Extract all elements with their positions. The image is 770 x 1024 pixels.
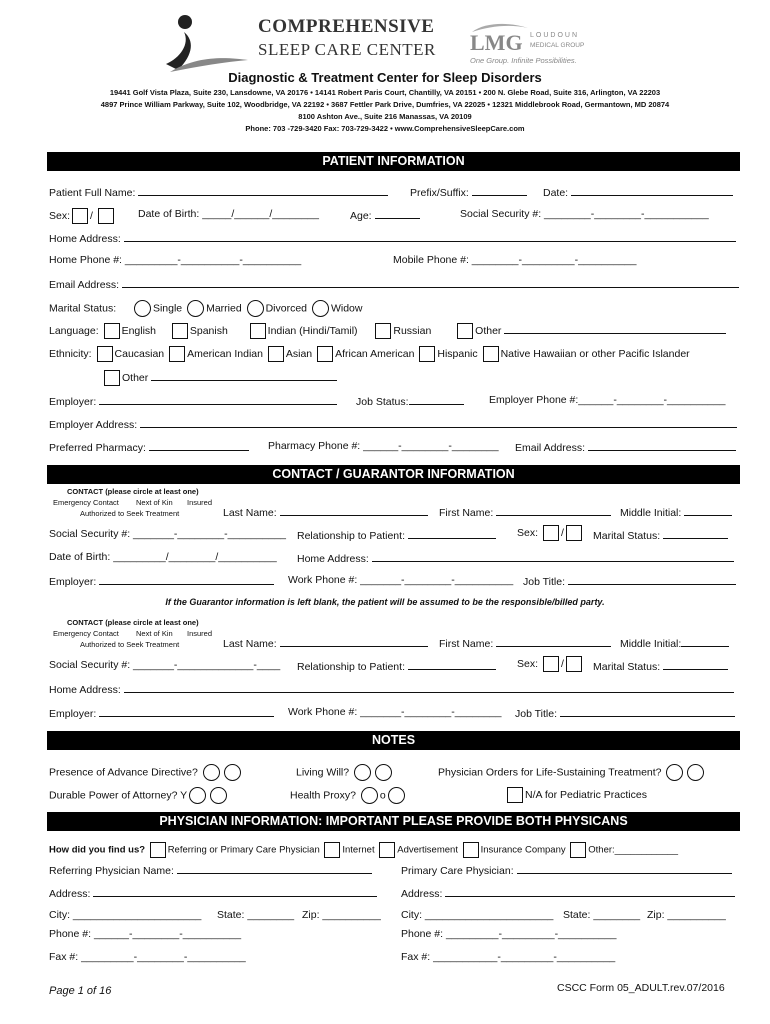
contact2-job-title-field[interactable] — [515, 706, 735, 720]
employer-address-label: Employer Address: — [49, 419, 138, 431]
eth-asian-checkbox[interactable] — [268, 346, 284, 362]
contact1-sex-slash: / — [560, 526, 564, 539]
contact2-circle-note: CONTACT (please circle at least one) — [67, 618, 199, 627]
marital-divorced-label: Divorced — [265, 302, 308, 315]
date-label: Date: — [543, 187, 569, 199]
contact2-home-address-field[interactable] — [49, 682, 734, 696]
contact1-marital-field[interactable] — [593, 528, 728, 542]
ethnicity-other-group — [102, 370, 337, 386]
contact2-middle-label: Middle Initial: — [620, 638, 682, 650]
phone-line: Phone: 703 -729-3420 Fax: 703-729-3422 • www.ComprehensiveSleepCare.com — [245, 124, 525, 133]
email-label: Email Address: — [49, 279, 120, 291]
marital-status-group — [49, 300, 362, 317]
contact2-opt-emergency[interactable]: Emergency Contact — [53, 629, 119, 638]
contact2-middle-field[interactable] — [620, 636, 729, 650]
ethnicity-group — [49, 346, 690, 362]
lang-other-label: Other — [475, 325, 502, 337]
dpoa-yes-radio[interactable] — [189, 787, 206, 804]
contact2-sex-slash: / — [560, 657, 564, 670]
contact2-marital-label: Marital Status: — [593, 661, 661, 673]
contact1-last-name-field[interactable] — [223, 505, 428, 519]
contact2-first-name-field[interactable] — [439, 636, 611, 650]
contact1-job-title-label: Job Title: — [523, 576, 566, 588]
contact2-employer-label: Employer: — [49, 708, 97, 720]
contact1-middle-field[interactable] — [620, 505, 732, 519]
contact1-circle-note: CONTACT (please circle at least one) — [67, 487, 199, 496]
marital-married-label: Married — [206, 302, 242, 315]
eth-african-american-label: African American — [335, 347, 415, 360]
advance-yes-radio[interactable] — [203, 764, 220, 781]
dpoa-group — [49, 787, 229, 804]
physician-orders-label: Physician Orders for Life-Sustaining Treatment? — [438, 766, 662, 779]
proxy-label: Health Proxy? — [290, 789, 356, 802]
eth-african-american-checkbox[interactable] — [317, 346, 333, 362]
contact2-opt-kin[interactable]: Next of Kin — [136, 629, 173, 638]
contact1-opt-authorized[interactable]: Authorized to Seek Treatment — [80, 509, 180, 518]
pcp-city-field[interactable]: City: ______________________ — [401, 909, 554, 921]
eth-hawaiian-checkbox[interactable] — [483, 346, 499, 362]
ssn-field[interactable]: Social Security #: ________-________-___________ — [460, 208, 709, 220]
advance-directive-group — [49, 764, 243, 781]
contact2-sex-label: Sex: — [517, 657, 539, 670]
eth-other-label: Other — [122, 372, 149, 384]
living-no-radio[interactable] — [375, 764, 392, 781]
contact1-first-name-field[interactable] — [439, 505, 611, 519]
sex-field — [49, 208, 116, 224]
guarantor-note: If the Guarantor information is left blank, the patient will be assumed to be the responsible/billed party. — [165, 597, 605, 607]
contact1-opt-kin[interactable]: Next of Kin — [136, 498, 173, 507]
ref-address-label: Address: — [49, 888, 91, 900]
eth-caucasian-label: Caucasian — [114, 347, 165, 360]
na-pediatric-checkbox[interactable] — [507, 787, 523, 803]
contact2-relationship-label: Relationship to Patient: — [297, 661, 405, 673]
pcp-state-field[interactable]: State: ________ — [563, 909, 641, 921]
employer-phone-field[interactable]: Employer Phone #:______-________-__________ — [489, 394, 726, 406]
physician-orders-group — [438, 764, 706, 781]
logo-figure-icon — [160, 14, 250, 72]
ref-city-field[interactable]: City: ______________________ — [49, 909, 202, 921]
form-id: CSCC Form 05_ADULT.rev.07/2016 — [557, 982, 725, 994]
orders-no-radio[interactable] — [687, 764, 704, 781]
home-address-field[interactable] — [49, 231, 736, 245]
contact1-opt-insured[interactable]: Insured — [187, 498, 213, 507]
ethnicity-label: Ethnicity: — [49, 347, 92, 360]
lmg-sub1: LOUDOUN — [530, 32, 580, 39]
contact1-relationship-field[interactable] — [297, 528, 496, 542]
orders-yes-radio[interactable] — [666, 764, 683, 781]
eth-hispanic-checkbox[interactable] — [419, 346, 435, 362]
marital-married-radio[interactable] — [187, 300, 204, 317]
pcp-name-field[interactable] — [401, 863, 732, 877]
contact1-first-name-label: First Name: — [439, 507, 494, 519]
lmg-text: LMG — [470, 30, 523, 55]
sex-female-checkbox[interactable] — [98, 208, 114, 224]
contact2-work-phone-field[interactable]: Work Phone #: _______-________-________ — [288, 706, 502, 718]
pharmacy-email-label: Email Address: — [515, 442, 586, 454]
contact2-last-name-label: Last Name: — [223, 638, 277, 650]
marital-divorced-radio[interactable] — [247, 300, 264, 317]
proxy-o-text: o — [379, 789, 386, 802]
living-will-group — [296, 764, 394, 781]
contact1-employer-label: Employer: — [49, 576, 97, 588]
pharmacy-label: Preferred Pharmacy: — [49, 442, 146, 454]
found-internet-checkbox[interactable] — [324, 842, 340, 858]
contact1-job-title-field[interactable] — [523, 574, 736, 588]
dpoa-label: Durable Power of Attorney? — [49, 789, 178, 802]
marital-label: Marital Status: — [49, 302, 117, 315]
sex-label: Sex: — [49, 209, 71, 222]
home-address-label: Home Address: — [49, 233, 121, 245]
contact2-first-name-label: First Name: — [439, 638, 494, 650]
contact1-work-phone-field[interactable]: Work Phone #: _______-________-__________ — [288, 574, 514, 586]
marital-single-label: Single — [152, 302, 183, 315]
contact-heading: CONTACT / GUARANTOR INFORMATION — [47, 465, 740, 484]
found-ad-checkbox[interactable] — [379, 842, 395, 858]
ref-physician-name-label: Referring Physician Name: — [49, 865, 174, 877]
marital-widow-radio[interactable] — [312, 300, 329, 317]
pcp-phone-field[interactable]: Phone #: _________-_________-__________ — [401, 928, 617, 940]
eth-hawaiian-label: Native Hawaiian or other Pacific Islander — [500, 347, 690, 360]
lang-russian-label: Russian — [393, 325, 432, 337]
notes-heading: NOTES — [47, 731, 740, 750]
pcp-fax-field[interactable]: Fax #: ___________-_________-__________ — [401, 951, 616, 963]
pcp-zip-field[interactable]: Zip: __________ — [647, 909, 726, 921]
language-group — [49, 323, 726, 339]
lang-english-label: English — [121, 325, 157, 337]
lang-spanish-checkbox[interactable] — [172, 323, 188, 339]
lang-other-checkbox[interactable] — [457, 323, 473, 339]
marital-single-radio[interactable] — [134, 300, 151, 317]
lang-other-line[interactable] — [504, 323, 726, 334]
home-phone-field[interactable]: Home Phone #: _________-__________-__________ — [49, 254, 302, 266]
how-found-group — [49, 842, 678, 858]
patient-info-heading: PATIENT INFORMATION — [47, 152, 740, 171]
found-referring-label: Referring or Primary Care Physician — [167, 844, 320, 856]
ref-zip-field[interactable]: Zip: __________ — [302, 909, 381, 921]
contact2-relationship-field[interactable] — [297, 659, 496, 673]
contact2-employer-field[interactable] — [49, 706, 274, 720]
contact1-employer-field[interactable] — [49, 574, 274, 588]
ref-physician-name-field[interactable] — [49, 863, 372, 877]
contact1-sex-label: Sex: — [517, 526, 539, 539]
contact1-ssn-field[interactable]: Social Security #: _______-________-__________ — [49, 528, 287, 540]
found-referring-checkbox[interactable] — [150, 842, 166, 858]
contact2-sex-f-checkbox[interactable] — [566, 656, 582, 672]
email-field[interactable] — [49, 277, 739, 291]
contact2-opt-insured[interactable]: Insured — [187, 629, 213, 638]
pcp-address-label: Address: — [401, 888, 443, 900]
contact1-opt-emergency[interactable]: Emergency Contact — [53, 498, 119, 507]
employer-address-field[interactable] — [49, 417, 737, 431]
proxy-group — [290, 787, 407, 804]
marital-widow-label: Widow — [330, 302, 363, 315]
dob-field[interactable]: Date of Birth: _____/______/________ — [138, 208, 319, 220]
eth-asian-label: Asian — [285, 347, 313, 360]
page-number: Page 1 of 16 — [49, 985, 112, 997]
eth-american-indian-label: American Indian — [187, 347, 263, 360]
contact2-sex-m-checkbox[interactable] — [543, 656, 559, 672]
contact1-home-address-field[interactable] — [297, 551, 734, 565]
living-will-label: Living Will? — [296, 766, 350, 779]
job-status-label: Job Status: — [356, 396, 409, 408]
eth-other-checkbox[interactable] — [104, 370, 120, 386]
contact1-dob-field[interactable]: Date of Birth: _________/________/__________ — [49, 551, 277, 563]
pharmacy-field[interactable] — [49, 440, 249, 454]
lmg-sub2: MEDICAL GROUP — [530, 42, 585, 49]
prefix-field[interactable] — [410, 185, 527, 199]
living-yes-radio[interactable] — [354, 764, 371, 781]
sex-male-checkbox[interactable] — [72, 208, 88, 224]
ref-address-field[interactable] — [49, 886, 377, 900]
found-insurance-checkbox[interactable] — [463, 842, 479, 858]
lang-russian-checkbox[interactable] — [375, 323, 391, 339]
how-found-label: How did you find us? — [49, 844, 146, 856]
lmg-tagline: One Group. Infinite Possibilities. — [470, 56, 577, 65]
pharmacy-phone-field[interactable]: Pharmacy Phone #: ______-________-________ — [268, 440, 499, 452]
org-name-line2: SLEEP CARE CENTER — [258, 40, 436, 59]
ref-fax-field[interactable]: Fax #: _________-________-__________ — [49, 951, 246, 963]
age-label: Age: — [350, 210, 372, 222]
eth-caucasian-checkbox[interactable] — [97, 346, 113, 362]
lang-indian-checkbox[interactable] — [250, 323, 266, 339]
contact1-sex-m-checkbox[interactable] — [543, 525, 559, 541]
found-other-label: Other:____________ — [588, 844, 679, 856]
found-other-checkbox[interactable] — [570, 842, 586, 858]
address-line-3: 8100 Ashton Ave., Suite 216 Manassas, VA 20109 — [298, 112, 472, 121]
contact1-home-address-label: Home Address: — [297, 553, 369, 565]
contact2-home-address-label: Home Address: — [49, 684, 121, 696]
address-line-2: 4897 Prince William Parkway, Suite 102, Woodbridge, VA 22192 • 3687 Fettler Park Drive, Dumfries, VA 22025 • 12321 Middlebrook Road, Germantown, MD 20874 — [100, 100, 670, 109]
proxy-yes-radio[interactable] — [361, 787, 378, 804]
contact1-sex-f-checkbox[interactable] — [566, 525, 582, 541]
contact1-sex-field — [517, 525, 584, 541]
contact2-marital-field[interactable] — [593, 659, 728, 673]
contact2-sex-field — [517, 656, 584, 672]
employer-field[interactable] — [49, 394, 337, 408]
contact1-middle-label: Middle Initial: — [620, 507, 682, 519]
patient-name-label: Patient Full Name: — [49, 187, 136, 199]
na-pediatric-label: N/A for Pediatric Practices — [525, 788, 647, 801]
contact2-ssn-field[interactable]: Social Security #: _______-_____________-____ — [49, 659, 281, 671]
eth-other-line[interactable] — [151, 370, 337, 381]
eth-hispanic-label: Hispanic — [437, 347, 478, 360]
na-pediatric-group — [505, 787, 647, 803]
found-ad-label: Advertisement — [397, 844, 458, 856]
job-status-field[interactable] — [356, 394, 464, 408]
dpoa-no-radio[interactable] — [210, 787, 227, 804]
pcp-name-label: Primary Care Physician: — [401, 865, 514, 877]
employer-label: Employer: — [49, 396, 97, 408]
pharmacy-email-field[interactable] — [515, 440, 736, 454]
ref-phone-field[interactable]: Phone #: ______-________-__________ — [49, 928, 242, 940]
proxy-no-radio[interactable] — [388, 787, 405, 804]
date-field[interactable] — [543, 185, 733, 199]
prefix-label: Prefix/Suffix: — [410, 187, 469, 199]
lmg-logo — [470, 20, 590, 66]
found-insurance-label: Insurance Company — [480, 844, 566, 856]
advance-directive-label: Presence of Advance Directive? — [49, 766, 198, 779]
physician-heading: PHYSICIAN INFORMATION: IMPORTANT PLEASE PROVIDE BOTH PHYSICANS — [47, 812, 740, 831]
contact2-last-name-field[interactable] — [223, 636, 428, 650]
page-title: Diagnostic & Treatment Center for Sleep Disorders — [228, 70, 542, 85]
language-label: Language: — [49, 325, 99, 337]
patient-name-field[interactable] — [49, 185, 388, 199]
eth-american-indian-checkbox[interactable] — [169, 346, 185, 362]
mobile-phone-field[interactable]: Mobile Phone #: ________-_________-__________ — [393, 254, 637, 266]
advance-no-radio[interactable] — [224, 764, 241, 781]
contact1-marital-label: Marital Status: — [593, 530, 661, 542]
contact2-opt-authorized[interactable]: Authorized to Seek Treatment — [80, 640, 180, 649]
pcp-address-field[interactable] — [401, 886, 735, 900]
age-field[interactable] — [350, 208, 420, 222]
address-line-1: 19441 Golf Vista Plaza, Suite 230, Lansdowne, VA 20176 • 14141 Robert Paris Court, Chantilly, VA 20151 • 200 N. Glebe Road, Suite 316, Arlington, VA 22203 — [109, 88, 661, 97]
found-internet-label: Internet — [342, 844, 375, 856]
contact1-relationship-label: Relationship to Patient: — [297, 530, 405, 542]
lang-english-checkbox[interactable] — [104, 323, 120, 339]
contact1-last-name-label: Last Name: — [223, 507, 277, 519]
dpoa-y-text: Y — [180, 789, 188, 802]
contact2-job-title-label: Job Title: — [515, 708, 558, 720]
org-name-line1: COMPREHENSIVE — [258, 16, 435, 37]
ref-state-field[interactable]: State: ________ — [217, 909, 295, 921]
lang-indian-label: Indian (Hindi/Tamil) — [267, 325, 358, 337]
sex-slash: / — [90, 209, 93, 222]
lang-spanish-label: Spanish — [189, 325, 228, 337]
